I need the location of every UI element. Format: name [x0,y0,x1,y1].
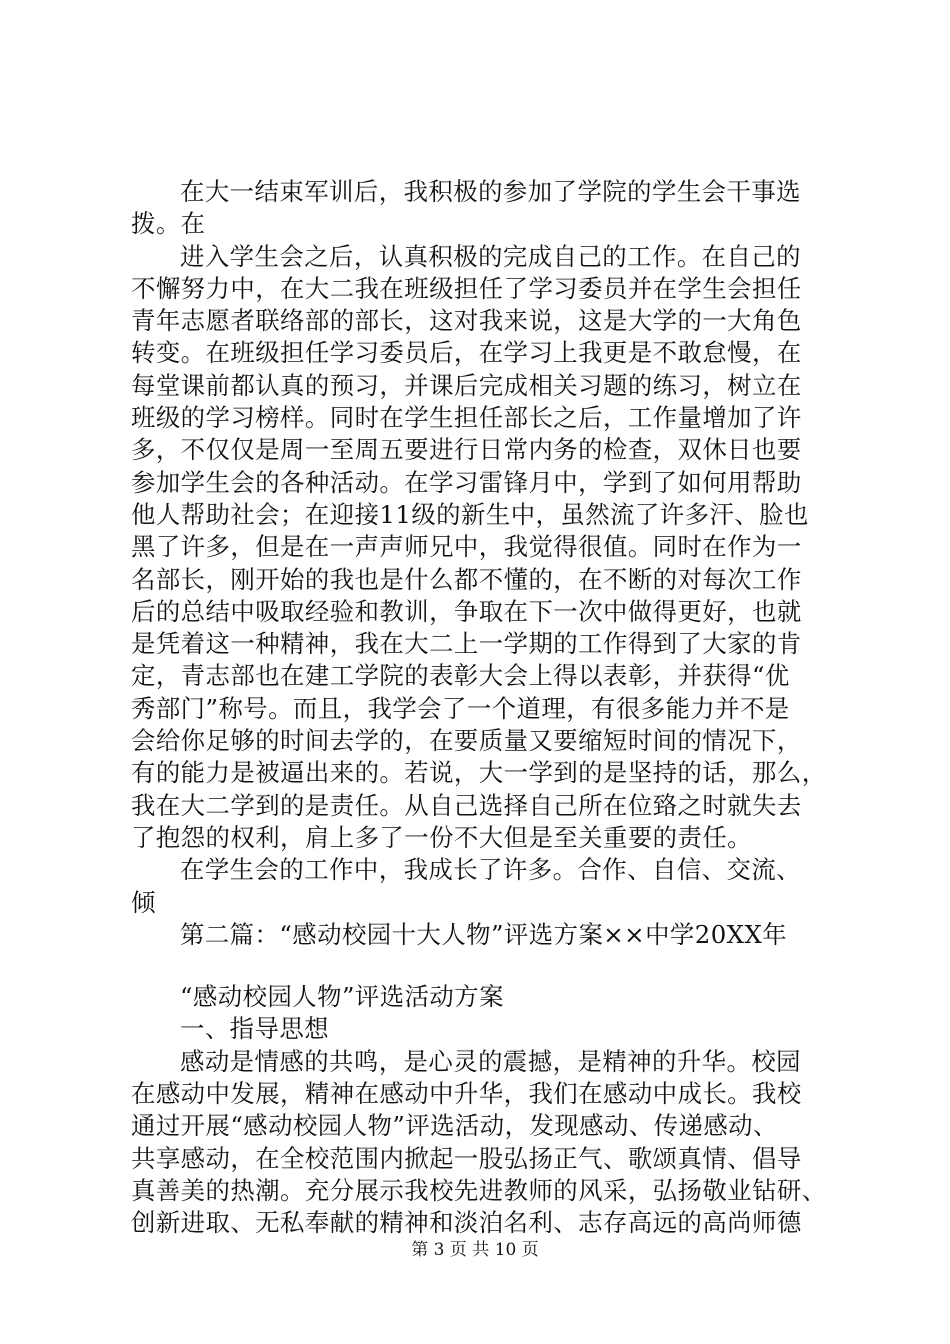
paragraph-line: 后的总结中吸取经验和教训，争取在下一次中做得更好，也就 [131,596,802,626]
paragraph-line: 是凭着这一种精神，我在大二上一学期的工作得到了大家的肯 [131,629,802,659]
paragraph-line: 在大一结束军训后，我积极的参加了学院的学生会干事选 [180,177,802,206]
paragraph-line: 倾 [131,887,156,917]
paragraph-line: 感动是情感的共鸣，是心灵的震撼，是精神的升华。校园 [180,1046,802,1076]
paragraph-line: 他人帮助社会；在迎接11级的新生中，虽然流了许多汗、脸也 [131,499,809,529]
paragraph-line: 了抱怨的权利，肩上多了一份不大但是至关重要的责任。 [131,822,753,852]
paragraph-line: 在学生会的工作中，我成长了许多。合作、自信、交流、 [180,855,802,885]
paragraph-line: 真善美的热潮。充分展示我校先进教师的风采，弘扬敬业钻研、 [131,1175,827,1205]
section-heading: 第二篇：“感动校园十大人物”评选方案××中学20XX年 [180,919,788,949]
document-body [131,176,837,1240]
paragraph-line: 多，不仅仅是周一至周五要进行日常内务的检查，双休日也要 [131,435,802,465]
paragraph-line: 秀部门”称号。而且，我学会了一个道理，有很多能力并不是 [131,693,790,723]
paragraph-line: 黑了许多，但是在一声声师兄中，我觉得很值。同时在作为一 [131,532,802,562]
paragraph-line: 进入学生会之后，认真积极的完成自己的工作。在自己的 [180,241,802,271]
paragraph-line: 青年志愿者联络部的部长，这对我来说，这是大学的一大角色 [131,306,802,336]
paragraph-line: 通过开展“感动校园人物”评选活动，发现感动、传递感动、 [131,1111,778,1141]
paragraph-line: 我在大二学到的是责任。从自己选择自己所在位臵之时就失去 [131,790,802,820]
paragraph-line: 不懈努力中，在大二我在班级担任了学习委员并在学生会担任 [131,273,802,303]
paragraph-line: 每堂课前都认真的预习，并课后完成相关习题的练习，树立在 [131,370,802,400]
paragraph-line: 有的能力是被逼出来的。若说，大一学到的是坚持的话，那么， [131,758,827,788]
paragraph-line: 名部长，刚开始的我也是什么都不懂的，在不断的对每次工作 [131,564,802,594]
paragraph-line: 参加学生会的各种活动。在学习雷锋月中，学到了如何用帮助 [131,467,802,497]
paragraph-line: 会给你足够的时间去学的，在要质量又要缩短时间的情况下， [131,726,802,756]
paragraph-line: 班级的学习榜样。同时在学生担任部长之后，工作量增加了许 [131,403,802,433]
paragraph-line: 转变。在班级担任学习委员后，在学习上我更是不敢怠慢，在 [131,338,802,368]
section-title: “感动校园人物”评选活动方案 [180,982,504,1012]
page-number-footer: 第 3 页 共 10 页 [411,1240,539,1260]
paragraph-line: 定，青志部也在建工学院的表彰大会上得以表彰，并获得“优 [131,661,790,691]
paragraph-line: 在感动中发展，精神在感动中升华，我们在感动中成长。我校 [131,1079,802,1109]
paragraph-line: 共享感动，在全校范围内掀起一股弘扬正气、歌颂真情、倡导 [131,1143,802,1173]
subsection-heading: 一、指导思想 [180,1014,330,1044]
paragraph-line: 创新进取、无私奉献的精神和淡泊名利、志存高远的高尚师德 [131,1208,802,1238]
paragraph-line: 拨。在 [131,209,206,239]
